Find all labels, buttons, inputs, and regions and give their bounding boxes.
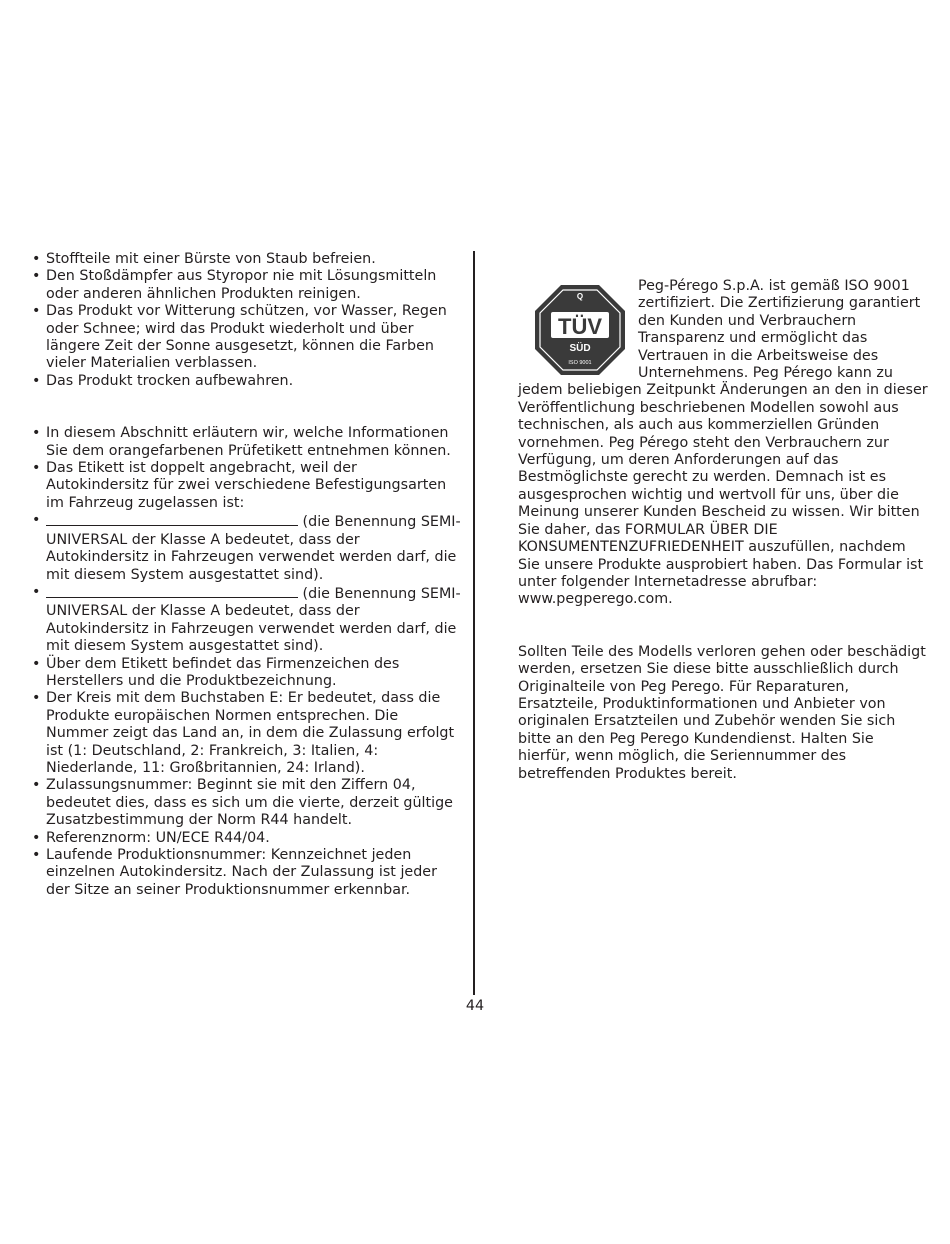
right-column [518,278,928,783]
list-item: • In diesem Abschnitt erläutern wir, welche Informationen Sie dem orangefarbenen Prüfetikett entnehmen können. [32,425,464,460]
list-item: • Das Produkt trocken aufbewahren. [32,373,464,390]
blank-fill-line [46,584,298,598]
blank-item-text: (die Benennung SEMI-UNIVERSAL der Klasse A bedeutet, dass der Autokindersitz in Fahrzeugen verwendet werden darf, die mit diesem System ausgestattet sind). [46,585,461,655]
list-item: • Das Produkt vor Witterung schützen, vor Wasser, Regen oder Schnee; wird das Produkt wiederholt und über längere Zeit der Sonne ausgesetzt, können die Farben vieler Materialien verblassen. [32,303,464,373]
list-item-blank-line [32,584,464,656]
list-item: • Das Etikett ist doppelt angebracht, weil der Autokindersitz für zwei verschiedene Befestigungsarten im Fahrzeug zugelassen ist: [32,460,464,512]
section-spacer [518,609,928,644]
logo-top-letter: Q [576,292,584,301]
logo-main-text: TÜV [558,314,602,339]
left-column [32,251,464,899]
list-item: • Über dem Etikett befindet das Firmenzeichen des Herstellers und die Produktbezeichnung. [32,656,464,691]
list-item-blank-line [32,512,464,584]
list-item: • Den Stoßdämpfer aus Styropor nie mit Lösungsmitteln oder anderen ähnlichen Produkten reinigen. [32,268,464,303]
page-number: 44 [465,998,485,1014]
list-item: • Der Kreis mit dem Buchstaben E: Er bedeutet, dass die Produkte europäischen Normen entsprechen. Die Nummer zeigt das Land an, in dem die Zulassung erfolgt ist (1: Deutschland, 2: Frankreich, 3: Italien, 4: Niederlande, 11: Großbritannien, 24: Irland). [32,690,464,777]
label-info-list [32,425,464,899]
section-spacer [32,390,464,425]
spare-parts-paragraph: Sollten Teile des Modells verloren gehen oder beschädigt werden, ersetzen Sie diese bitte ausschließlich durch Originalteile von Peg Perego. Für Reparaturen, Ersatzteile, Produktinformationen und Anbieter von originalen Ersatzteilen und Zubehör wenden Sie sich bitte an den Peg Perego Kundendienst. Halten Sie hierfür, wenn möglich, die Seriennummer des betreffenden Produktes bereit. [518,643,926,782]
quality-paragraph: Peg-Pérego S.p.A. ist gemäß ISO 9001 zertifiziert. Die Zertifizierung garantiert den Kunden und Verbrauchern Transparenz und ermöglicht das Vertrauen in die Arbeitsweise des Unternehmens. Peg Pérego kann zu jedem beliebigen Zeitpunkt Änderungen an den in dieser Veröffentlichung beschriebenen Modellen sowohl aus technischen, als auch aus kommerziellen Gründen vornehmen. Peg Pérego steht den Verbrauchern zur Verfügung, um deren Anforderungen auf das Bestmöglichste gerecht zu werden. Demnach ist es ausgesprochen wichtig und wertvoll für uns, über die Meinung unserer Kunden Bescheid zu wissen. Wir bitten Sie daher, das FORMULAR ÜBER DIE KONSUMENTENZUFRIEDENHEIT auszufüllen, nachdem Sie unsere Produkte ausprobiert haben. Das Formular ist unter folgender Internetadresse abrufbar: www.pegperego.com. [518,278,928,608]
blank-fill-line [46,512,298,526]
logo-sub-text: SÜD [569,343,591,354]
blank-item-text: (die Benennung SEMI-UNIVERSAL der Klasse A bedeutet, dass der Autokindersitz in Fahrzeugen verwendet werden darf, die mit diesem System ausgestattet sind). [46,514,461,583]
list-item: • Zulassungsnummer: Beginnt sie mit den Ziffern 04, bedeutet dies, dass es sich um die vierte, derzeit gültige Zusatzbestimmung der Norm R44 handelt. [32,777,464,829]
care-instructions-list [32,251,464,390]
list-item: • Laufende Produktionsnummer: Kennzeichnet jeden einzelnen Autokindersitz. Nach der Zulassung ist jeder der Sitze an seiner Produktionsnummer erkennbar. [32,847,464,899]
list-item: • Referenznorm: UN/ECE R44/04. [32,830,464,847]
list-item: • Stoffteile mit einer Bürste von Staub befreien. [32,251,464,268]
tuv-sud-iso-9001-logo [534,284,626,376]
column-divider [473,251,475,995]
logo-bottom-text: ISO 9001 [568,360,592,366]
